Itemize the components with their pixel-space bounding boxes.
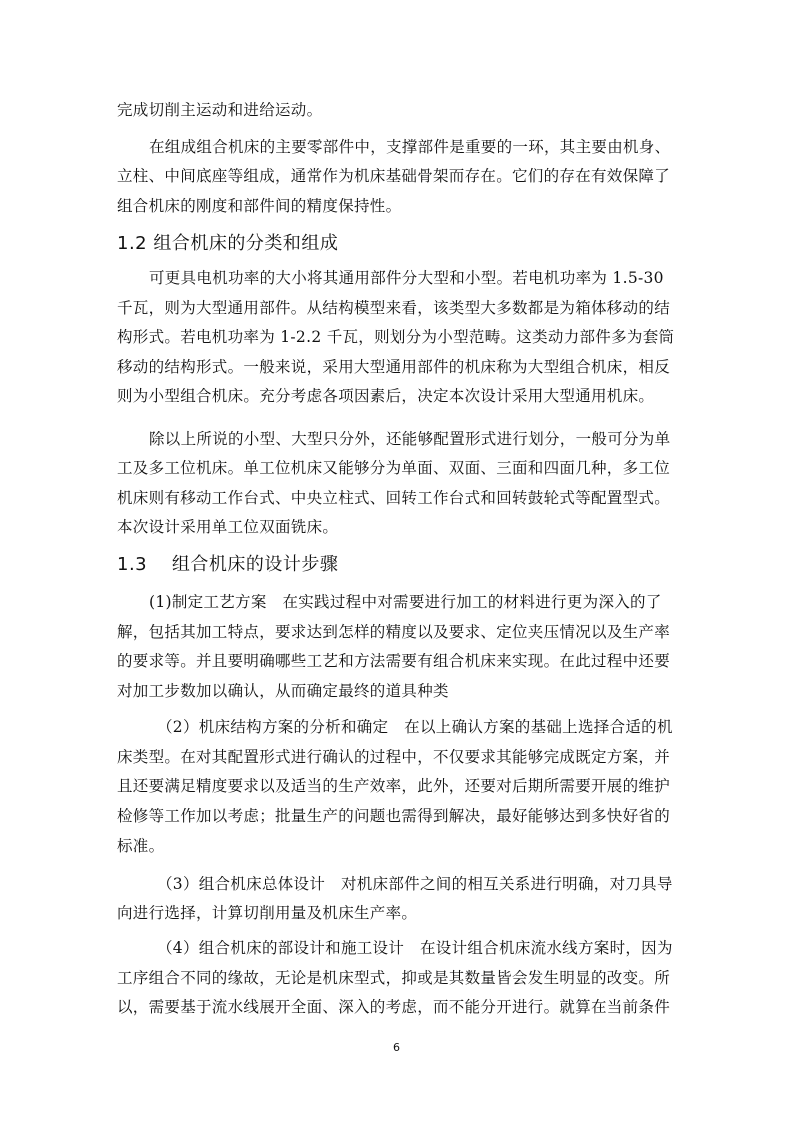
section-heading: 1.3 组合机床的设计步骤 [117, 554, 339, 575]
paragraph-line: 则为小型组合机床。充分考虑各项因素后，决定本次设计采用大型通用机床。 [117, 387, 655, 405]
paragraph-line: 对加工步数加以确认，从而确定最终的道具种类 [117, 682, 449, 700]
paragraph-line: （3）组合机床总体设计 对机床部件之间的相互关系进行明确，对刀具导 [157, 875, 673, 893]
paragraph-line: 标准。 [117, 837, 165, 855]
paragraph-line: 可更具电机功率的大小将其通用部件分大型和小型。若电机功率为 1.5-30 [149, 269, 664, 287]
paragraph-line: 工及多工位机床。单工位机床又能够分为单面、双面、三面和四面几种，多工位 [117, 459, 671, 477]
paragraph-line: 千瓦，则为大型通用部件。从结构模型来看，该类型大多数都是为箱体移动的结 [117, 299, 671, 317]
paragraph-line: 床类型。在对其配置形式进行确认的过程中，不仅要求其能够完成既定方案，并 [117, 748, 671, 766]
section-heading: 1.2 组合机床的分类和组成 [117, 233, 339, 254]
paragraph-line: 完成切削主运动和进给运动。 [117, 101, 323, 119]
paragraph-line: 立柱、中间底座等组成，通常作为机床基础骨架而存在。它们的存在有效保障了 [117, 167, 671, 185]
paragraph-line: 的要求等。并且要明确哪些工艺和方法需要有组合机床来实现。在此过程中还要 [117, 652, 671, 670]
paragraph-line: 本次设计采用单工位双面铣床。 [117, 518, 339, 536]
paragraph-line: 组合机床的刚度和部件间的精度保持性。 [117, 197, 402, 215]
paragraph-line: 向进行选择，计算切削用量及机床生产率。 [117, 904, 418, 922]
paragraph-line: 移动的结构形式。一般来说，采用大型通用部件的机床称为大型组合机床，相反 [117, 358, 671, 376]
paragraph-line: 以，需要基于流水线展开全面、深入的考虑，而不能分开进行。就算在当前条件 [117, 998, 671, 1016]
paragraph-line: 构形式。若电机功率为 1-2.2 千瓦，则划分为小型范畴。这类动力部件多为套筒 [117, 328, 675, 346]
paragraph-line: 工序组合不同的缘故，无论是机床型式，抑或是其数量皆会发生明显的改变。所 [117, 969, 671, 987]
page-number: 6 [393, 1041, 400, 1054]
paragraph-line: 检修等工作加以考虑；批量生产的问题也需得到解决，最好能够达到多快好省的 [117, 807, 671, 825]
paragraph-line: 机床则有移动工作台式、中央立柱式、回转工作台式和回转鼓轮式等配置型式。 [117, 489, 671, 507]
paragraph-line: 除以上所说的小型、大型只分外，还能够配置形式进行划分，一般可分为单 [149, 430, 671, 448]
paragraph-line: 在组成组合机床的主要零部件中，支撑部件是重要的一环，其主要由机身、 [149, 138, 671, 156]
paragraph-line: （2）机床结构方案的分析和确定 在以上确认方案的基础上选择合适的机 [157, 718, 673, 736]
paragraph-line: 且还要满足精度要求以及适当的生产效率，此外，还要对后期所需要开展的维护 [117, 777, 671, 795]
paragraph-line: (1)制定工艺方案 在实践过程中对需要进行加工的材料进行更为深入的了 [149, 593, 662, 611]
paragraph-line: 解，包括其加工特点，要求达到怎样的精度以及要求、定位夹压情况以及生产率 [117, 623, 671, 641]
paragraph-line: （4）组合机床的部设计和施工设计 在设计组合机床流水线方案时，因为 [157, 939, 673, 957]
